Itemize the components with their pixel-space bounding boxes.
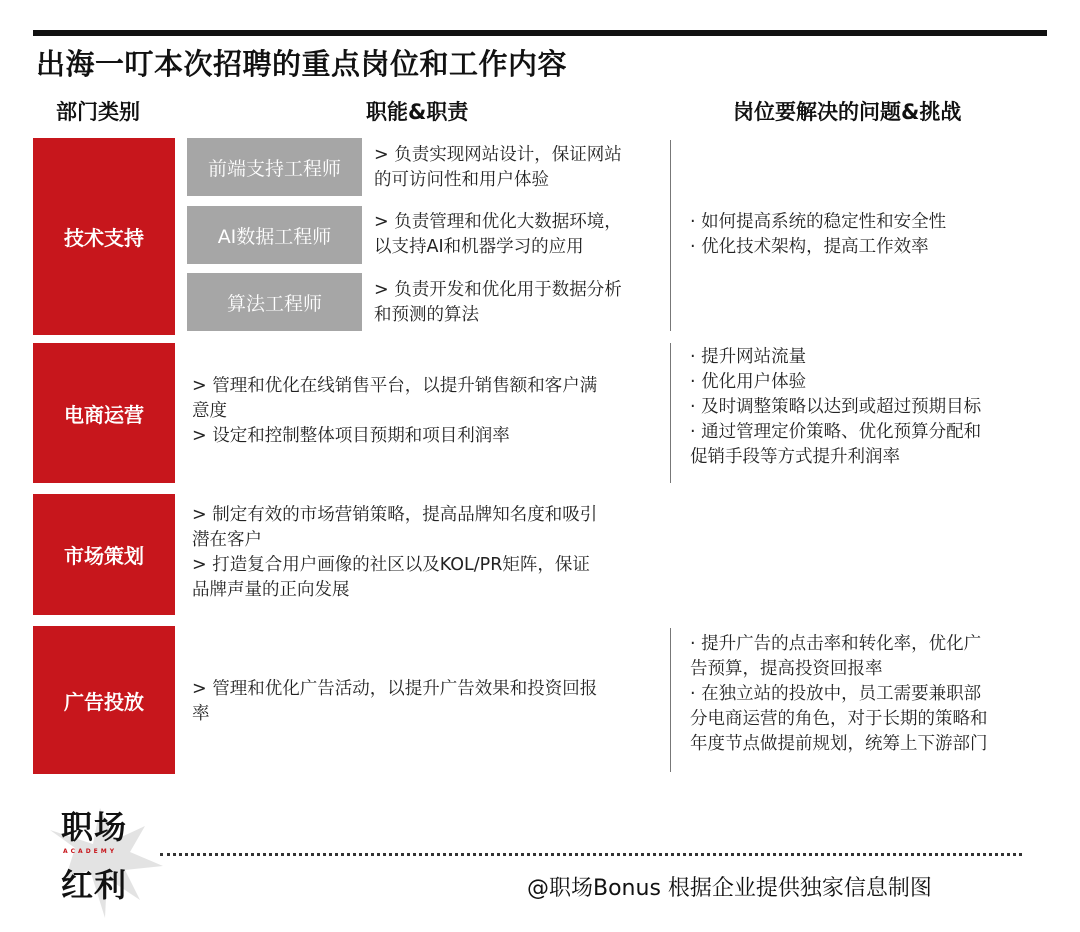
desc-line: 和预测的算法 (374, 305, 479, 325)
functions-marketing (192, 503, 670, 603)
divider-ads (670, 628, 671, 772)
department-marketing: 市场策划 (33, 494, 175, 615)
logo-text-bottom: 红利 (61, 866, 128, 904)
role-frontend-desc (374, 143, 666, 193)
role-algorithm-engineer: 算法工程师 (187, 273, 362, 331)
function-line: 潜在客户 (192, 530, 262, 550)
header-functions: 职能&职责 (366, 100, 469, 124)
page-title: 出海一叮本次招聘的重点岗位和工作内容 (36, 47, 568, 81)
challenge-line: · 提升网站流量 (690, 347, 807, 367)
challenge-line: · 如何提高系统的稳定性和安全性 (690, 212, 947, 232)
logo-text-academy: ACADEMY (63, 848, 118, 855)
challenges-tech (690, 210, 1046, 260)
role-ai-desc (374, 210, 666, 260)
desc-line: > 负责实现网站设计，保证网站 (374, 145, 622, 165)
function-line: > 管理和优化在线销售平台，以提升销售额和客户满 (192, 376, 598, 396)
logo-text-top: 职场 (61, 808, 128, 846)
challenge-line: 年度节点做提前规划，统筹上下游部门 (690, 734, 988, 754)
role-frontend-engineer: 前端支持工程师 (187, 138, 362, 196)
function-line: 品牌声量的正向发展 (192, 580, 350, 600)
challenge-line: · 提升广告的点击率和转化率，优化广 (690, 634, 982, 654)
function-line: 率 (192, 704, 210, 724)
footer-dotted-rule (160, 853, 1022, 856)
function-line: 意度 (192, 401, 227, 421)
challenge-line: · 优化技术架构，提高工作效率 (690, 237, 929, 257)
desc-line: > 负责管理和优化大数据环境， (374, 212, 622, 232)
desc-line: 的可访问性和用户体验 (374, 170, 549, 190)
brand-logo (45, 800, 165, 920)
challenge-line: · 及时调整策略以达到或超过预期目标 (690, 397, 982, 417)
challenge-line: · 通过管理定价策略、优化预算分配和 (690, 422, 982, 442)
functions-ecommerce (192, 374, 670, 449)
function-line: > 打造复合用户画像的社区以及KOL/PR矩阵，保证 (192, 555, 590, 575)
header-department: 部门类别 (56, 100, 140, 124)
challenge-line: · 优化用户体验 (690, 372, 807, 392)
divider-ecommerce (670, 343, 671, 483)
top-rule (33, 30, 1047, 36)
department-tech: 技术支持 (33, 138, 175, 335)
department-ecommerce: 电商运营 (33, 343, 175, 483)
source-credit: @职场Bonus 根据企业提供独家信息制图 (527, 876, 932, 901)
functions-ads (192, 677, 670, 727)
role-algorithm-desc (374, 278, 666, 328)
department-ads: 广告投放 (33, 626, 175, 774)
function-line: > 制定有效的市场营销策略，提高品牌知名度和吸引 (192, 505, 598, 525)
challenges-ads (690, 632, 1046, 757)
challenge-line: 告预算，提高投资回报率 (690, 659, 883, 679)
header-challenges: 岗位要解决的问题&挑战 (733, 100, 962, 124)
function-line: > 设定和控制整体项目预期和项目利润率 (192, 426, 510, 446)
challenge-line: 促销手段等方式提升利润率 (690, 447, 900, 467)
function-line: > 管理和优化广告活动，以提升广告效果和投资回报 (192, 679, 598, 699)
challenges-ecommerce (690, 345, 1046, 470)
desc-line: > 负责开发和优化用于数据分析 (374, 280, 622, 300)
challenge-line: · 在独立站的投放中，员工需要兼职部 (690, 684, 982, 704)
divider-tech (670, 140, 671, 331)
role-ai-data-engineer: AI数据工程师 (187, 206, 362, 264)
challenge-line: 分电商运营的角色，对于长期的策略和 (690, 709, 988, 729)
desc-line: 以支持AI和机器学习的应用 (374, 237, 584, 257)
